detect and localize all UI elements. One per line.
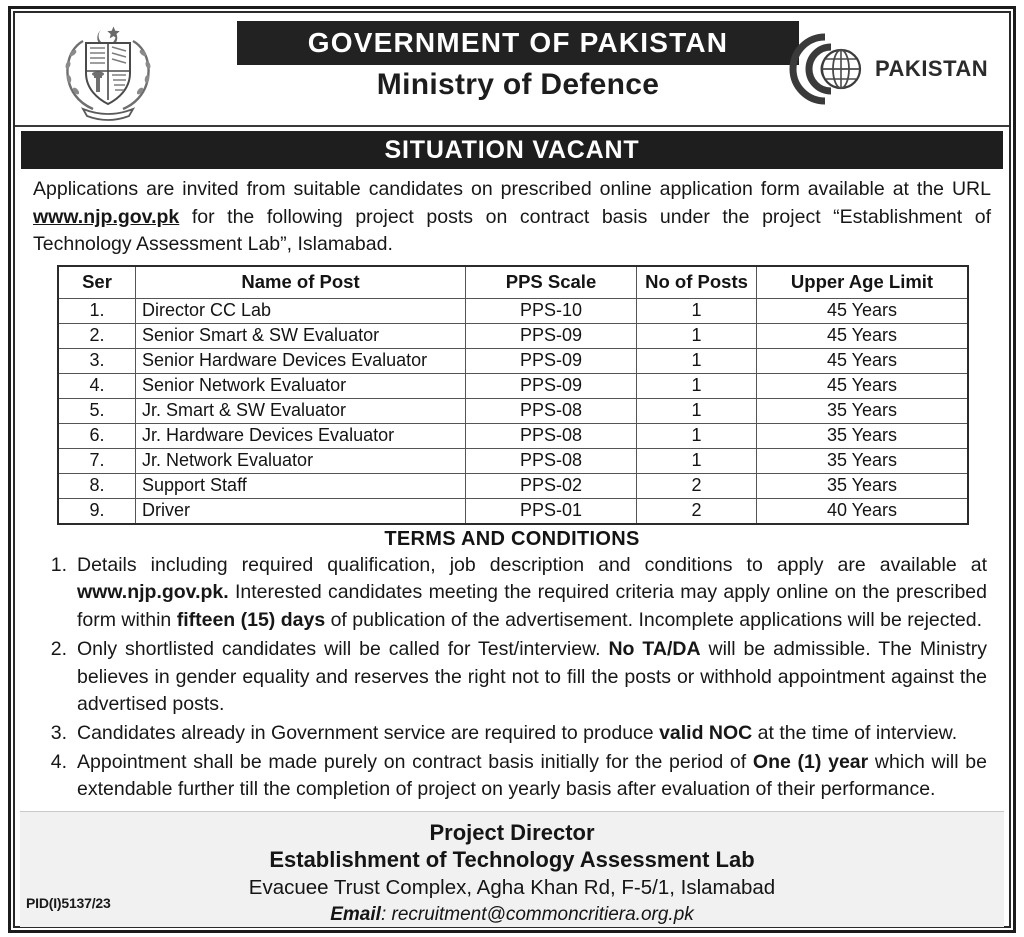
intro-paragraph [15, 169, 1009, 263]
government-title: GOVERNMENT OF PAKISTAN [307, 27, 729, 58]
term-text [77, 720, 987, 748]
table-body [58, 298, 968, 524]
ministry-title: Ministry of Defence [376, 68, 660, 101]
column-header-pps-scale: PPS Scale [466, 266, 637, 298]
cell-upper-age-limit: 35 Years [757, 473, 969, 498]
cell-no-of-posts: 1 [637, 448, 757, 473]
concentric-arcs-globe-icon [783, 29, 879, 109]
cell-upper-age-limit: 45 Years [757, 298, 969, 323]
cell-no-of-posts: 1 [637, 373, 757, 398]
cell-no-of-posts: 2 [637, 498, 757, 524]
cell-pps-scale: PPS-01 [466, 498, 637, 524]
cell-name-of-post: Support Staff [136, 473, 466, 498]
masthead [15, 13, 1009, 127]
cell-ser: 7. [58, 448, 136, 473]
application-url[interactable]: www.njp.gov.pk [33, 205, 180, 228]
cell-upper-age-limit: 45 Years [757, 373, 969, 398]
footer-email-address[interactable]: recruitment@commoncritiera.org.pk [391, 903, 694, 925]
term-text-segment: which will be extendable further till the completion of project on yearly basis after evaluation of their performance. [77, 750, 987, 801]
pakistan-state-emblem-icon [53, 17, 163, 121]
cell-ser: 8. [58, 473, 136, 498]
term-item [37, 552, 987, 635]
intro-part-1: Applications are invited from suitable candidates on prescribed online application form available at the URL [33, 178, 991, 200]
globe-icon [822, 50, 860, 88]
cell-pps-scale: PPS-08 [466, 448, 637, 473]
cell-upper-age-limit: 45 Years [757, 348, 969, 373]
table-head [58, 266, 968, 298]
cell-name-of-post: Jr. Hardware Devices Evaluator [136, 423, 466, 448]
term-text-segment: will be admissible. The Ministry believes in gender equality and reserves the right not to fill the posts or withhold appointment against the advertised posts. [77, 637, 988, 716]
cell-ser: 1. [58, 298, 136, 323]
footer-email-line [20, 902, 1004, 928]
column-header-upper-age-limit [757, 266, 969, 298]
term-text-segment: Candidates already in Government service are required to produce [77, 721, 660, 744]
government-title-band [237, 21, 799, 65]
term-text-segment: Interested candidates meeting the required criteria may apply online on the prescribed form within [77, 581, 987, 632]
term-number: 3. [50, 721, 67, 744]
cell-no-of-posts: 1 [637, 348, 757, 373]
cell-name-of-post: Driver [136, 498, 466, 524]
cell-ser: 3. [58, 348, 136, 373]
cell-upper-age-limit: 40 Years [757, 498, 969, 524]
term-number: 2. [50, 637, 67, 660]
cell-pps-scale: PPS-10 [466, 298, 637, 323]
table-row [58, 323, 968, 348]
cell-no-of-posts: 1 [637, 423, 757, 448]
cell-name-of-post: Senior Network Evaluator [136, 373, 466, 398]
cell-upper-age-limit: 45 Years [757, 323, 969, 348]
table-header-row [58, 266, 968, 298]
cell-ser: 4. [58, 373, 136, 398]
term-text-segment: at the time of interview. [752, 721, 958, 744]
cell-name-of-post: Senior Smart & SW Evaluator [136, 323, 466, 348]
term-number: 4. [50, 750, 67, 773]
term-text [77, 552, 987, 635]
term-item [37, 636, 987, 719]
cell-name-of-post: Senior Hardware Devices Evaluator [136, 348, 466, 373]
common-criteria-logo [783, 27, 993, 111]
cell-ser: 6. [58, 423, 136, 448]
logo-label: PAKISTAN [875, 56, 989, 81]
term-text-emphasis: No TA/DA [608, 637, 701, 660]
column-header-no-of-posts-text: No of Posts [645, 271, 748, 293]
footer-project-name: Establishment of Technology Assessment Lab [269, 847, 755, 873]
cell-ser: 2. [58, 323, 136, 348]
term-text [77, 636, 987, 719]
term-text-emphasis: fifteen (15) days [176, 609, 326, 632]
column-header-name: Name of Post [136, 266, 466, 298]
cell-ser: 5. [58, 398, 136, 423]
cell-upper-age-limit: 35 Years [757, 423, 969, 448]
footer-block [20, 811, 1004, 927]
posts-table [57, 265, 969, 525]
table-row [58, 498, 968, 524]
situation-vacant-title: SITUATION VACANT [384, 135, 640, 164]
table-row [58, 298, 968, 323]
term-text-emphasis: valid NOC [659, 721, 753, 744]
term-text-segment: Details including required qualification, job description and conditions to apply are available at [77, 553, 987, 576]
cell-no-of-posts: 2 [637, 473, 757, 498]
term-item [37, 720, 987, 748]
term-text [77, 749, 987, 804]
intro-part-2: for the following project posts on contract basis under the project “Establishment of Technology Assessment Lab”, Islamabad. [33, 205, 991, 256]
cell-pps-scale: PPS-08 [466, 423, 637, 448]
cell-pps-scale: PPS-09 [466, 348, 637, 373]
cell-no-of-posts: 1 [637, 323, 757, 348]
cell-name-of-post: Jr. Network Evaluator [136, 448, 466, 473]
inner-frame [13, 11, 1011, 928]
cell-ser: 9. [58, 498, 136, 524]
pid-number: PID(I)5137/23 [26, 895, 111, 912]
column-header-ser: Ser [58, 266, 136, 298]
table-row [58, 398, 968, 423]
table-row [58, 423, 968, 448]
footer-address: Evacuee Trust Complex, Agha Khan Rd, F-5/1, Islamabad [248, 875, 776, 899]
term-text-segment: Appointment shall be made purely on contract basis initially for the period of [77, 750, 753, 773]
posts-table-wrapper [15, 263, 1009, 525]
column-header-no-of-posts [637, 266, 757, 298]
footer-email-label: Email [330, 903, 381, 925]
table-row [58, 448, 968, 473]
table-row [58, 348, 968, 373]
terms-and-conditions-title: TERMS AND CONDITIONS [384, 527, 640, 550]
term-text-emphasis: One (1) year [752, 750, 869, 773]
cell-upper-age-limit: 35 Years [757, 448, 969, 473]
column-header-upper-age-limit-text: Upper Age Limit [790, 271, 934, 293]
term-item [37, 749, 987, 804]
term-text-segment: of publication of the advertisement. Incomplete applications will be rejected. [325, 609, 983, 632]
cell-upper-age-limit: 35 Years [757, 398, 969, 423]
cell-name-of-post: Jr. Smart & SW Evaluator [136, 398, 466, 423]
cell-name-of-post: Director CC Lab [136, 298, 466, 323]
term-text-emphasis: www.njp.gov.pk. [77, 581, 229, 604]
situation-vacant-banner [21, 131, 1003, 169]
cell-pps-scale: PPS-08 [466, 398, 637, 423]
cell-pps-scale: PPS-09 [466, 323, 637, 348]
cell-pps-scale: PPS-09 [466, 373, 637, 398]
term-text-segment: Only shortlisted candidates will be called for Test/interview. [77, 637, 609, 660]
table-row [58, 373, 968, 398]
footer-email-colon: : [380, 903, 392, 925]
outer-frame [8, 6, 1016, 933]
cell-no-of-posts: 1 [637, 298, 757, 323]
table-row [58, 473, 968, 498]
cell-no-of-posts: 1 [637, 398, 757, 423]
cell-pps-scale: PPS-02 [466, 473, 637, 498]
term-number: 1. [50, 553, 67, 576]
terms-list [15, 552, 1009, 805]
footer-project-director: Project Director [429, 819, 595, 845]
